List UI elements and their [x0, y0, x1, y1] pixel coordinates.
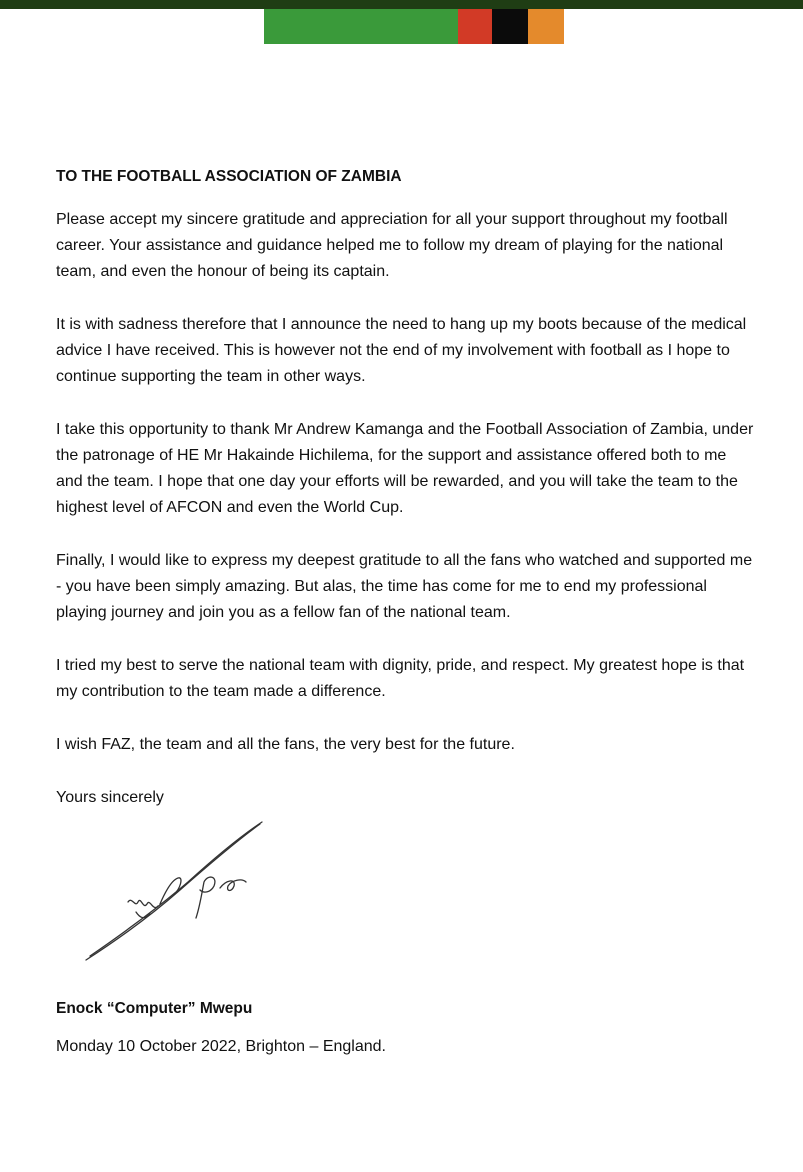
- paragraph-gratitude: Please accept my sincere gratitude and appreciation for all your support throughout my football career. Your assistance and guidance helped me to follow my dream of playing for the national team, and even the honour of being its captain.: [56, 211, 728, 280]
- flag-black-band: [492, 9, 528, 44]
- signature-image: [80, 820, 270, 970]
- paragraph-wishes: I wish FAZ, the team and all the fans, the very best for the future.: [56, 736, 515, 753]
- sender-name: Enock “Computer” Mwepu: [56, 1000, 253, 1017]
- paragraph-fans: Finally, I would like to express my deepest gratitude to all the fans who watched and supported me - you have been simply amazing. But alas, the time has come for me to end my professional playing journey and join you as a fellow fan of the national team.: [56, 552, 753, 621]
- recipient-heading: TO THE FOOTBALL ASSOCIATION OF ZAMBIA: [56, 168, 402, 185]
- flag-red-band: [458, 9, 492, 44]
- flag-orange-band: [528, 9, 564, 44]
- zambia-flag-stripe: [264, 9, 564, 44]
- paragraph-thanks: I take this opportunity to thank Mr Andrew Kamanga and the Football Association of Zambia, under the patronage of HE Mr Hakainde Hichilema, for the support and assistance offered both to me and the team. I hope that one day your efforts will be rewarded, and you will take the team to the highest level of AFCON and even the World Cup.: [56, 421, 754, 516]
- paragraph-service: I tried my best to serve the national team with dignity, pride, and respect. My greatest hope is that my contribution to the team made a difference.: [56, 657, 745, 700]
- top-border: [0, 0, 803, 9]
- letter-body: [56, 164, 756, 811]
- flag-green-band: [264, 9, 458, 44]
- paragraph-retirement: It is with sadness therefore that I announce the need to hang up my boots because of the medical advice I have received. This is however not the end of my involvement with football as I hope to continue supporting the team in other ways.: [56, 316, 747, 385]
- date-place: Monday 10 October 2022, Brighton – England.: [56, 1038, 386, 1055]
- closing-salutation: Yours sincerely: [56, 789, 164, 806]
